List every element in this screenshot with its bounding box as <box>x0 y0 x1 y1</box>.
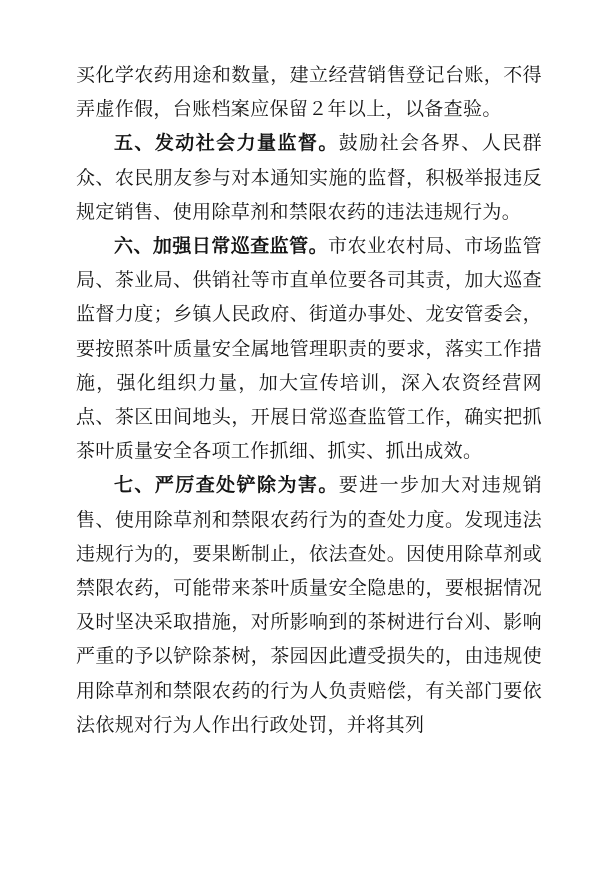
paragraph-continuation <box>76 58 542 126</box>
paragraph-section-six <box>76 229 542 468</box>
document-body <box>76 58 542 742</box>
paragraph-body: 要进一步加大对违规销售、使用除草剂和禁限农药行为的查处力度。发现违法违规行为的，要果断制止，依法查处。因使用除草剂或禁限农药，可能带来茶叶质量安全隐患的，要根据情况及时坚决采取措施，对所影响到的茶树进行台刈、影响严重的予以铲除茶树，茶园因此遭受损失的，由违规使用除草剂和禁限农药的行为人负责赔偿，有关部门要依法依规对行为人作出行政处罚，并将其列 <box>76 474 542 736</box>
paragraph-body: 市农业农村局、市场监管局、茶业局、供销社等市直单位要各司其责，加大巡查监督力度；乡镇人民政府、街道办事处、龙安管委会，要按照茶叶质量安全属地管理职责的要求，落实工作措施，强化组织力量，加大宣传培训，深入农资经营网点、茶区田间地头，开展日常巡查监管工作，确实把抓茶叶质量安全各项工作抓细、抓实、抓出成效。 <box>76 235 542 463</box>
paragraph-section-five <box>76 126 542 229</box>
section-heading: 七、严厉查处铲除为害。 <box>114 474 339 497</box>
section-heading: 五、发动社会力量监督。 <box>114 132 339 155</box>
paragraph-body: 鼓励社会各界、人民群众、农民朋友参与对本通知实施的监督，积极举报违反规定销售、使用除草剂和禁限农药的违法违规行为。 <box>76 132 542 223</box>
section-heading: 六、加强日常巡查监管。 <box>114 235 329 258</box>
paragraph-body: 买化学农药用途和数量，建立经营销售登记台账，不得弄虚作假，台账档案应保留２年以上，以备查验。 <box>76 64 542 121</box>
paragraph-section-seven <box>76 468 542 742</box>
